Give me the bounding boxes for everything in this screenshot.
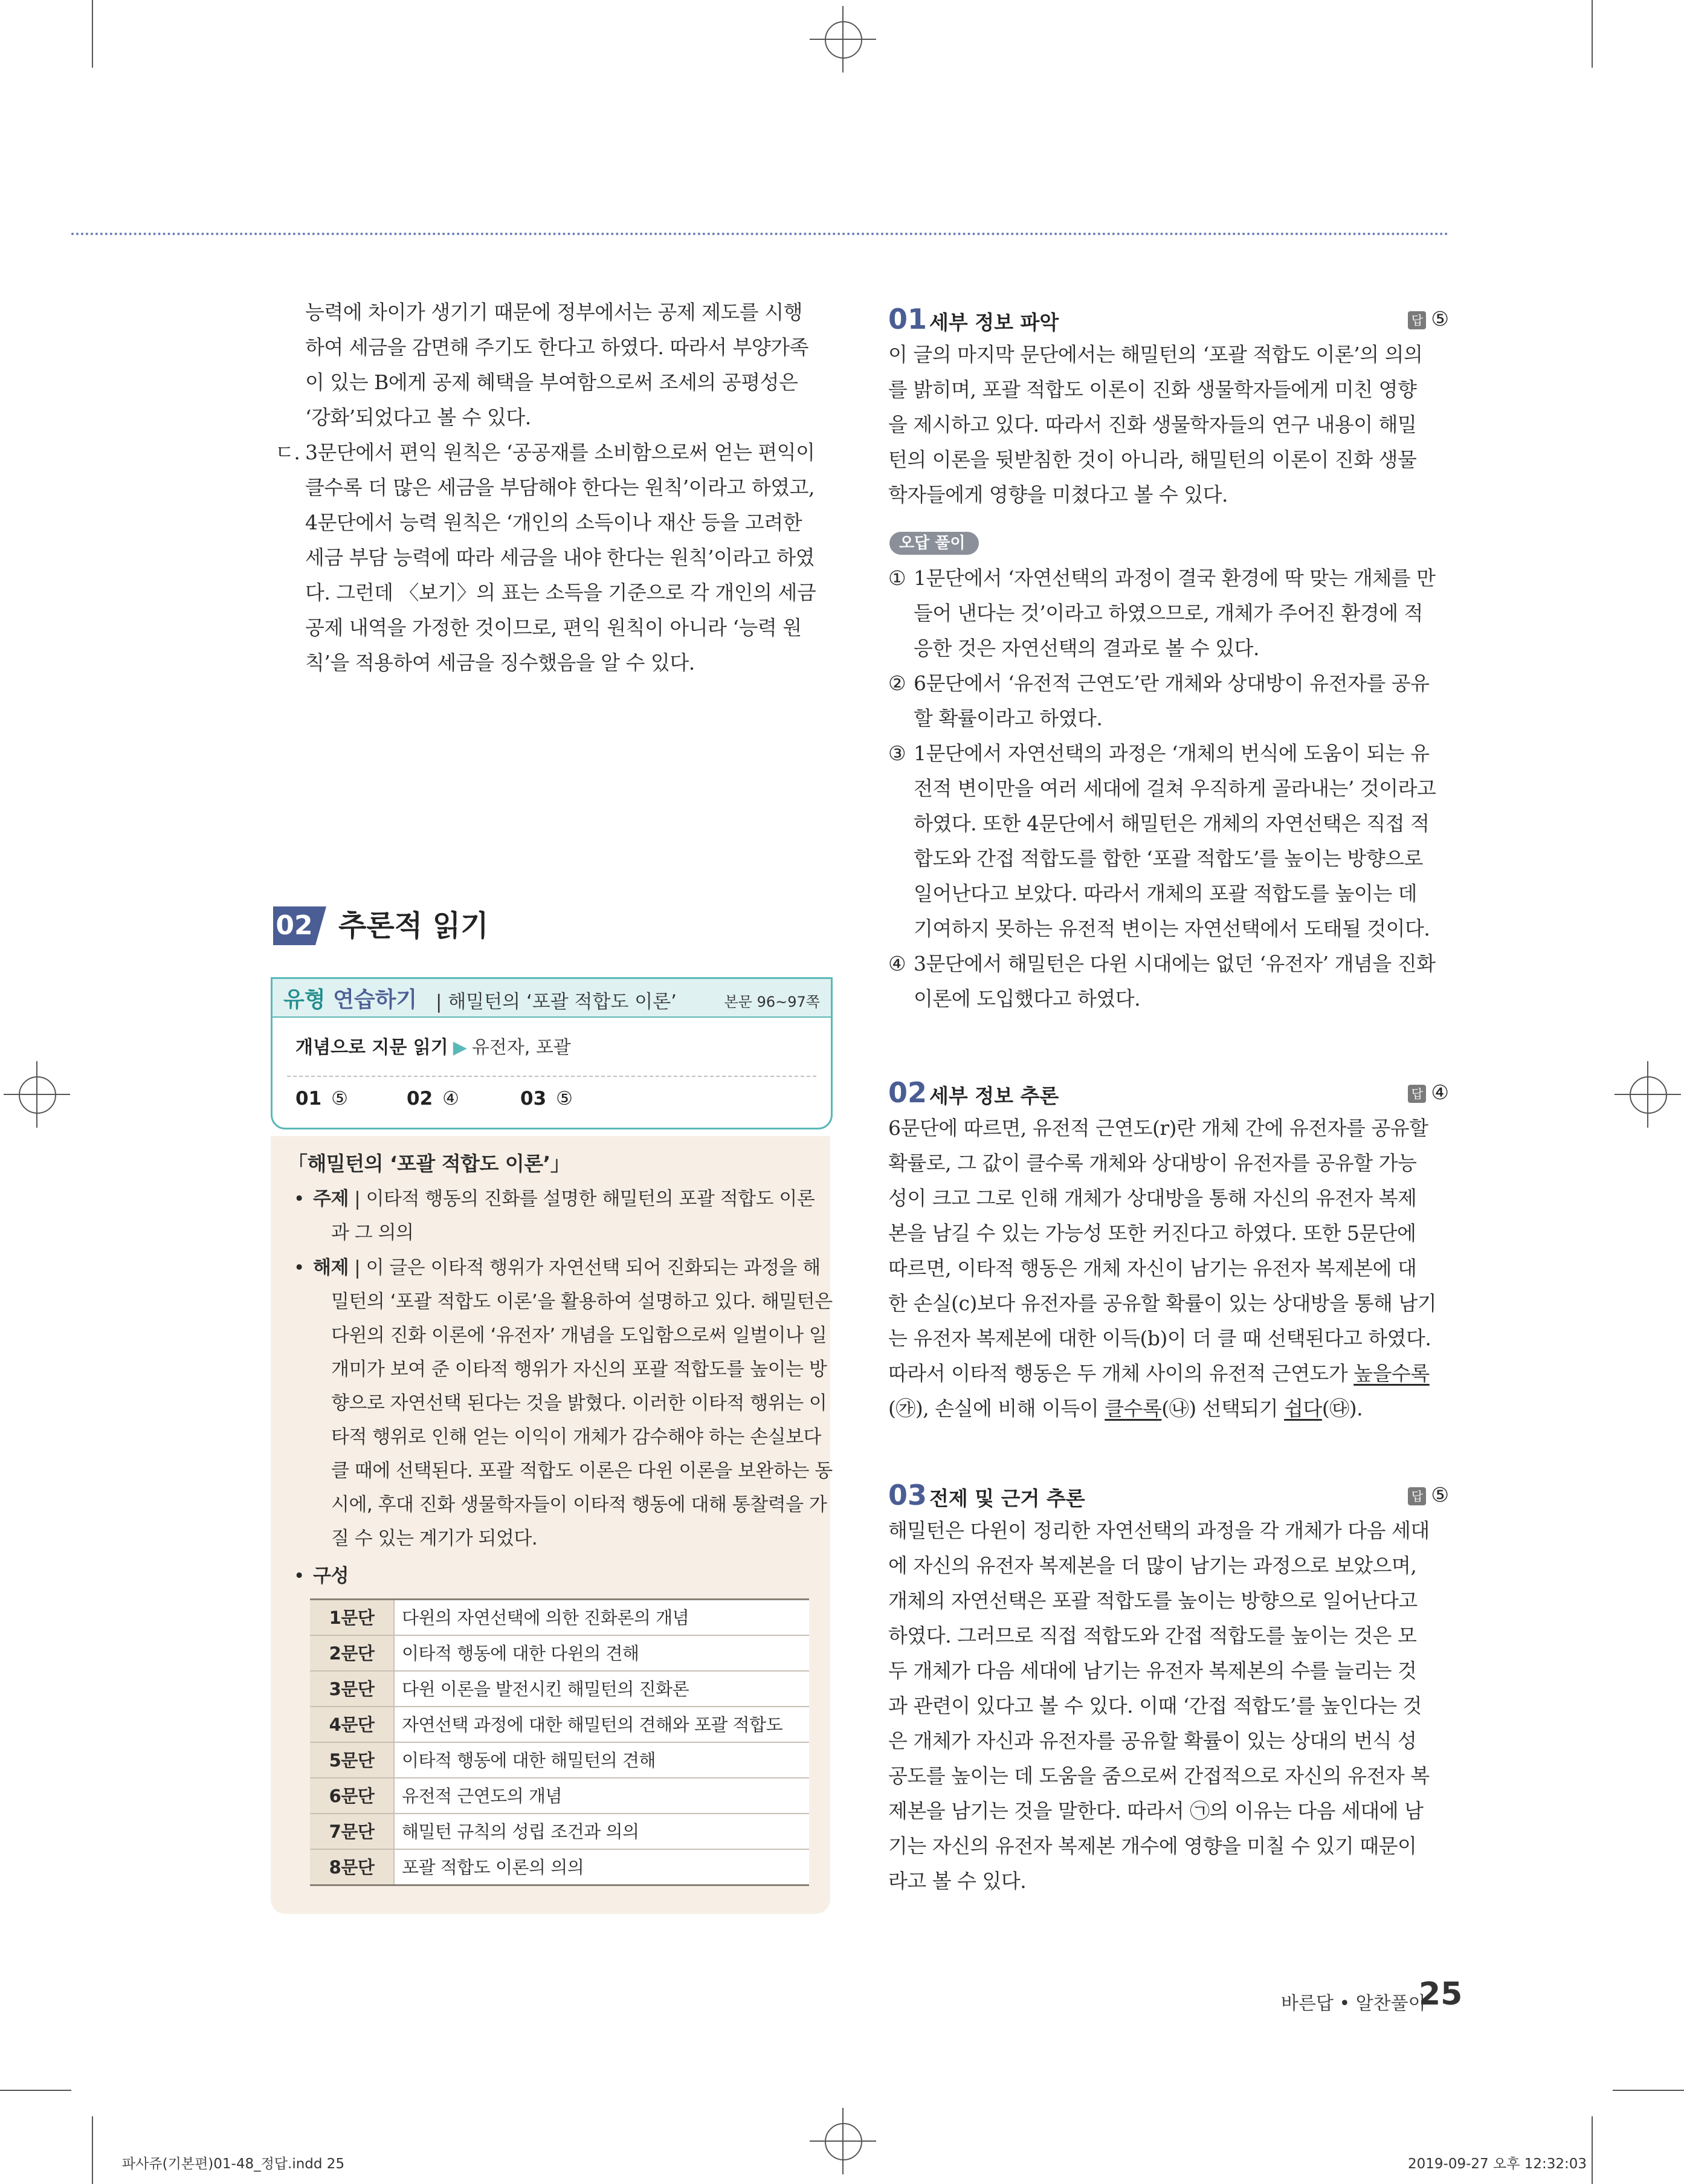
text-line: 질 수 있는 계기가 되었다. <box>331 1528 538 1549</box>
structure-label: 구성 <box>313 1565 349 1587</box>
text-line: 이 있는 B에게 공제 혜택을 부여함으로써 조세의 공평성은 <box>305 370 798 394</box>
list-item-mark: ㄷ. <box>275 441 300 464</box>
explain-label: 해제 <box>313 1257 349 1279</box>
underlined-term: 클수록 <box>1105 1397 1162 1420</box>
text-line: 하여 세금을 감면해 주기도 한다고 하였다. 따라서 부양가족 <box>305 335 808 359</box>
practice-title: | 해밀턴의 ‘포괄 적합도 이론’ <box>436 991 677 1013</box>
divider <box>287 1076 816 1077</box>
topic-line: • 주제 | 이타적 행동의 진화를 설명한 해밀턴의 포괄 적합도 이론 <box>294 1182 813 1216</box>
answer-value: ④ <box>1431 1081 1449 1104</box>
header-dotted-rule <box>71 233 1449 235</box>
text-line: 들어 낸다는 것’이라고 하였으므로, 개체가 주어진 환경에 적 <box>914 601 1423 625</box>
registration-mark-left <box>4 1061 70 1128</box>
paragraph-label: 1문단 <box>310 1600 394 1636</box>
text-segment: (㉰). <box>1321 1397 1363 1420</box>
text-line: 일어난다고 보았다. 따라서 개체의 포괄 적합도를 높이는 데 <box>914 882 1417 905</box>
answer-item <box>520 1088 573 1110</box>
text-line: 향으로 자연선택 된다는 것을 밝혔다. 이러한 이타적 행위는 이 <box>331 1392 827 1414</box>
paragraph-summary: 이타적 행동에 대한 해밀턴의 견해 <box>394 1742 809 1778</box>
concept-label: 개념으로 지문 읽기 <box>295 1037 448 1058</box>
question-title: 전제 및 근거 추론 <box>929 1487 1085 1510</box>
question-title: 세부 정보 추론 <box>929 1084 1059 1108</box>
answer-value: ⑤ <box>331 1088 348 1110</box>
summary-topic <box>294 1182 813 1250</box>
crop-mark <box>1592 2116 1593 2184</box>
paragraph-summary: 다윈 이론을 발전시킨 해밀턴의 진화론 <box>394 1671 809 1707</box>
text-line: 하였다. 그러므로 직접 적합도와 간접 적합도를 높이는 것은 모 <box>888 1624 1417 1647</box>
badge-type: 유형 <box>283 987 326 1012</box>
text-line: 기여하지 못하는 유전적 변이는 자연선택에서 도태될 것이다. <box>914 917 1430 940</box>
text-line: 클 때에 선택된다. 포괄 적합도 이론은 다윈 이론을 보완하는 동 <box>331 1460 833 1482</box>
answer-value: ④ <box>442 1088 459 1110</box>
explanation-paragraph <box>888 1513 1449 1899</box>
text-line: 세금 부담 능력에 따라 세금을 내야 한다는 원칙’이라고 하였 <box>305 546 815 569</box>
list-item-mark-line <box>275 435 831 470</box>
text-line: 은 개체가 자신과 유전자를 공유할 확률이 있는 상대의 번식 성 <box>888 1729 1417 1753</box>
paragraph-summary: 자연선택 과정에 대한 해밀턴의 견해와 포괄 적합도 <box>394 1707 809 1742</box>
text-segment: (㉮), 손실에 비해 이득이 <box>888 1397 1105 1420</box>
answer-value: ⑤ <box>1431 307 1449 331</box>
text-line: 공제 내역을 가정한 것이므로, 편익 원칙이 아니라 ‘능력 원 <box>305 616 802 639</box>
concept-reading <box>295 1032 571 1059</box>
summary-structure-label <box>294 1559 813 1593</box>
text-line: 해밀턴은 다윈이 정리한 자연선택의 과정을 각 개체가 다음 세대 <box>888 1519 1430 1542</box>
text-line: 할 확률이라고 하였다. <box>914 706 1103 730</box>
crop-mark <box>92 0 93 68</box>
text-line: 공도를 높이는 데 도움을 줌으로써 간접적으로 자신의 유전자 복 <box>888 1764 1430 1788</box>
text-line: 3문단에서 편익 원칙은 ‘공공재를 소비함으로써 얻는 편익이 <box>305 441 815 464</box>
text-line: 확률로, 그 값이 클수록 개체와 상대방이 유전자를 공유할 가능 <box>888 1151 1417 1175</box>
answer-number: 03 <box>520 1088 547 1110</box>
answer-item <box>407 1088 459 1110</box>
question-header <box>888 1478 1449 1512</box>
question-number: 02 <box>888 1076 927 1109</box>
section-number-badge: 02 <box>273 906 315 945</box>
table-row <box>310 1778 809 1814</box>
paragraph-summary: 해밀턴 규칙의 성립 조건과 의의 <box>394 1814 809 1849</box>
print-slug-file: 파사쥬(기본편)01-48_정답.indd 25 <box>122 2156 345 2172</box>
answer <box>1408 307 1449 331</box>
answer <box>1408 1081 1449 1104</box>
text-line: 따르면, 이타적 행동은 개체 자신이 남기는 유전자 복제본에 대 <box>888 1256 1417 1280</box>
question-header <box>888 302 1449 336</box>
triangle-right-icon: ▶ <box>453 1037 467 1058</box>
text-line: 칙’을 적용하여 세금을 징수했음을 알 수 있다. <box>305 651 695 674</box>
text-line: 6문단에서 ‘유전적 근연도’란 개체와 상대방이 유전자를 공유 <box>914 671 1430 695</box>
text-line <box>888 1391 1449 1426</box>
explanation-paragraph <box>888 337 1449 512</box>
paragraph-label: 7문단 <box>310 1814 394 1849</box>
summary-box <box>271 1136 833 1914</box>
wrong-answer-label-text: 오답 풀이 <box>899 534 966 552</box>
answer-number: 01 <box>295 1088 322 1110</box>
footer-label: 바른답 • 알찬풀이 <box>1281 1993 1426 2014</box>
summary-explanation <box>294 1251 833 1556</box>
option-explanation <box>888 561 1449 1016</box>
text-line: 밀턴의 ‘포괄 적합도 이론’을 활용하여 설명하고 있다. 해밀턴은 <box>331 1291 833 1313</box>
structure-table <box>310 1598 809 1886</box>
wrong-answer-label <box>889 532 979 575</box>
section-title: 추론적 읽기 <box>338 909 489 943</box>
text-line <box>888 1356 1449 1391</box>
paragraph-summary: 이타적 행동에 대한 다윈의 견해 <box>394 1635 809 1671</box>
bullet-dot: • <box>294 1257 305 1279</box>
paragraph-label: 8문단 <box>310 1849 394 1885</box>
text-line: 이론에 도입했다고 하였다. <box>914 987 1141 1010</box>
text-line: 을 제시하고 있다. 따라서 진화 생물학자들의 연구 내용이 해밀 <box>888 413 1417 436</box>
text-line: 과 관련이 있다고 볼 수 있다. 이때 ‘간접 적합도’를 높인다는 것 <box>888 1694 1422 1717</box>
text-line: 학자들에게 영향을 미쳤다고 볼 수 있다. <box>888 483 1228 506</box>
text-line: 전적 변이만을 여러 세대에 걸쳐 우직하게 골라내는’ 것이라고 <box>914 777 1436 800</box>
crop-mark <box>92 2116 93 2184</box>
option-mark: ④ <box>888 952 906 975</box>
structure-line <box>294 1559 813 1593</box>
text-line: 4문단에서 능력 원칙은 ‘개인의 소득이나 재산 등을 고려한 <box>305 511 802 534</box>
pencil-icon: ✎ <box>899 557 912 575</box>
question-number: 03 <box>888 1479 927 1511</box>
answer-icon: 답 <box>1408 1487 1426 1505</box>
text-line: 본을 남길 수 있는 가능성 또한 커진다고 하였다. 또한 5문단에 <box>888 1221 1416 1245</box>
paragraph-summary: 유전적 근연도의 개념 <box>394 1778 809 1814</box>
badge-practice: 연습하기 <box>333 987 418 1012</box>
print-slug-date: 2019-09-27 오후 12:32:03 <box>1408 2156 1587 2172</box>
question-header <box>888 1076 1449 1110</box>
page-reference: 본문 96~97쪽 <box>724 993 820 1010</box>
option-line <box>888 946 1449 981</box>
text-line: 개체의 자연선택은 포괄 적합도를 높이는 방향으로 일어난다고 <box>888 1589 1418 1612</box>
practice-badge <box>283 983 417 1013</box>
summary-title: 「해밀턴의 ‘포괄 적합도 이론’」 <box>288 1152 570 1175</box>
left-continuation <box>275 295 831 680</box>
text-line: 에 자신의 유전자 복제본을 더 많이 남기는 과정으로 보았으며, <box>888 1554 1417 1577</box>
text-segment: 따라서 이타적 행동은 두 개체 사이의 유전적 근연도가 <box>888 1362 1354 1385</box>
text-line: 개미가 보여 준 이타적 행위가 자신의 포괄 적합도를 높이는 방 <box>331 1359 827 1380</box>
text-line: 타적 행위로 인해 얻는 이익이 개체가 감수해야 하는 손실보다 <box>331 1426 821 1448</box>
table-row <box>310 1742 809 1778</box>
registration-mark-bottom <box>810 2108 876 2174</box>
crop-mark <box>0 2090 71 2091</box>
answer-item <box>295 1088 348 1110</box>
text-line: 1문단에서 ‘자연선택의 과정이 결국 환경에 딱 맞는 개체를 만 <box>914 566 1436 590</box>
question-title: 세부 정보 파악 <box>929 311 1059 334</box>
section-badge-tail <box>315 906 326 945</box>
option-line <box>888 561 1449 596</box>
text-line: 3문단에서 해밀턴은 다윈 시대에는 없던 ‘유전자’ 개념을 진화 <box>914 952 1436 975</box>
text-line: 두 개체가 다음 세대에 남기는 유전자 복제본의 수를 늘리는 것 <box>888 1659 1417 1682</box>
table-row <box>310 1600 809 1636</box>
text-line: 1문단에서 자연선택의 과정은 ‘개체의 번식에 도움이 되는 유 <box>914 741 1430 765</box>
text-line: ‘강화’되었다고 볼 수 있다. <box>305 405 531 429</box>
practice-title-text: 해밀턴의 ‘포괄 적합도 이론’ <box>448 991 677 1013</box>
registration-mark-top <box>810 6 876 73</box>
answer-number: 02 <box>407 1088 433 1110</box>
table-row <box>310 1671 809 1707</box>
paragraph-label: 2문단 <box>310 1635 394 1671</box>
option-mark: ① <box>888 566 906 590</box>
answer-icon: 답 <box>1408 1085 1426 1103</box>
paragraph-summary: 다윈의 자연선택에 의한 진화론의 개념 <box>394 1600 809 1636</box>
option-mark: ② <box>888 671 906 695</box>
table-row <box>310 1635 809 1671</box>
text-line: 과 그 의의 <box>331 1222 414 1244</box>
topic-label: 주제 <box>313 1188 349 1210</box>
practice-header <box>273 979 831 1018</box>
text-line: 6문단에 따르면, 유전적 근연도(r)란 개체 간에 유전자를 공유할 <box>888 1116 1428 1140</box>
option-line <box>888 666 1449 701</box>
text-line: 라고 볼 수 있다. <box>888 1869 1027 1893</box>
text-line: 제본을 남기는 것을 말한다. 따라서 ㉠의 이유는 다음 세대에 남 <box>888 1799 1424 1823</box>
bullet-dot: • <box>294 1188 305 1210</box>
crop-mark <box>1592 0 1593 68</box>
answer-value: ⑤ <box>556 1088 573 1110</box>
crop-mark <box>1613 2090 1684 2091</box>
option-line <box>888 736 1449 771</box>
table-row <box>310 1849 809 1885</box>
text-line: 턴의 이론을 뒷받침한 것이 아니라, 해밀턴의 이론이 진화 생물 <box>888 448 1417 471</box>
paragraph-label: 5문단 <box>310 1742 394 1778</box>
explanation-paragraph <box>888 1111 1449 1426</box>
text-line: 이타적 행동의 진화를 설명한 해밀턴의 포괄 적합도 이론 <box>366 1188 815 1210</box>
text-line: 이 글의 마지막 문단에서는 해밀턴의 ‘포괄 적합도 이론’의 의의 <box>888 343 1423 366</box>
text-line: 능력에 차이가 생기기 때문에 정부에서는 공제 제도를 시행 <box>305 300 802 324</box>
concept-value: 유전자, 포괄 <box>471 1037 571 1058</box>
text-line: 합도와 간접 적합도를 합한 ‘포괄 적합도’를 높이는 방향으로 <box>914 847 1423 870</box>
practice-box <box>271 977 833 1129</box>
explain-line: • 해제 | 이 글은 이타적 행위가 자연선택 되어 진화되는 과정을 해 <box>294 1251 813 1285</box>
paragraph-summary: 포괄 적합도 이론의 의의 <box>394 1849 809 1885</box>
text-line: 를 밝히며, 포괄 적합도 이론이 진화 생물학자들에게 미친 영향 <box>888 378 1417 401</box>
paragraph-label: 3문단 <box>310 1671 394 1707</box>
answer <box>1408 1483 1449 1507</box>
answer-value: ⑤ <box>1431 1483 1449 1507</box>
text-line: 이 글은 이타적 행위가 자연선택 되어 진화되는 과정을 해 <box>366 1257 821 1279</box>
bullet-dot: • <box>294 1565 305 1587</box>
text-line: 한 손실(c)보다 유전자를 공유할 확률이 있는 상대방을 통해 남기 <box>888 1291 1437 1315</box>
question-number: 01 <box>888 303 927 335</box>
answer-icon: 답 <box>1408 311 1426 329</box>
text-line: 응한 것은 자연선택의 결과로 볼 수 있다. <box>914 636 1259 660</box>
paragraph-label: 6문단 <box>310 1778 394 1814</box>
underlined-term: 쉽다 <box>1284 1397 1322 1420</box>
underlined-term: 높을수록 <box>1353 1362 1430 1385</box>
option-mark: ③ <box>888 741 906 765</box>
registration-mark-right <box>1615 1061 1681 1128</box>
text-line: 시에, 후대 진화 생물학자들이 이타적 행동에 대해 통찰력을 가 <box>331 1494 827 1516</box>
paragraph-label: 4문단 <box>310 1707 394 1742</box>
table-row <box>310 1707 809 1742</box>
table-row <box>310 1814 809 1849</box>
text-line: 성이 크고 그로 인해 개체가 상대방을 통해 자신의 유전자 복제 <box>888 1186 1417 1210</box>
text-line: 기는 자신의 유전자 복제본 개수에 영향을 미칠 수 있기 때문이 <box>888 1834 1417 1858</box>
page-number: 25 <box>1419 1976 1463 2012</box>
text-line: 클수록 더 많은 세금을 부담해야 한다는 원칙’이라고 하였고, <box>305 476 815 499</box>
text-segment: (㉯) 선택되기 <box>1161 1397 1285 1420</box>
text-line: 하였다. 또한 4문단에서 해밀턴은 개체의 자연선택은 직접 적 <box>914 812 1430 835</box>
text-line: 는 유전자 복제본에 대한 이득(b)이 더 클 때 선택된다고 하였다. <box>888 1326 1431 1350</box>
text-line: 다윈의 진화 이론에 ‘유전자’ 개념을 도입함으로써 일벌이나 일 <box>331 1325 827 1346</box>
text-line: 다. 그런데 〈보기〉의 표는 소득을 기준으로 각 개인의 세금 <box>305 581 816 604</box>
